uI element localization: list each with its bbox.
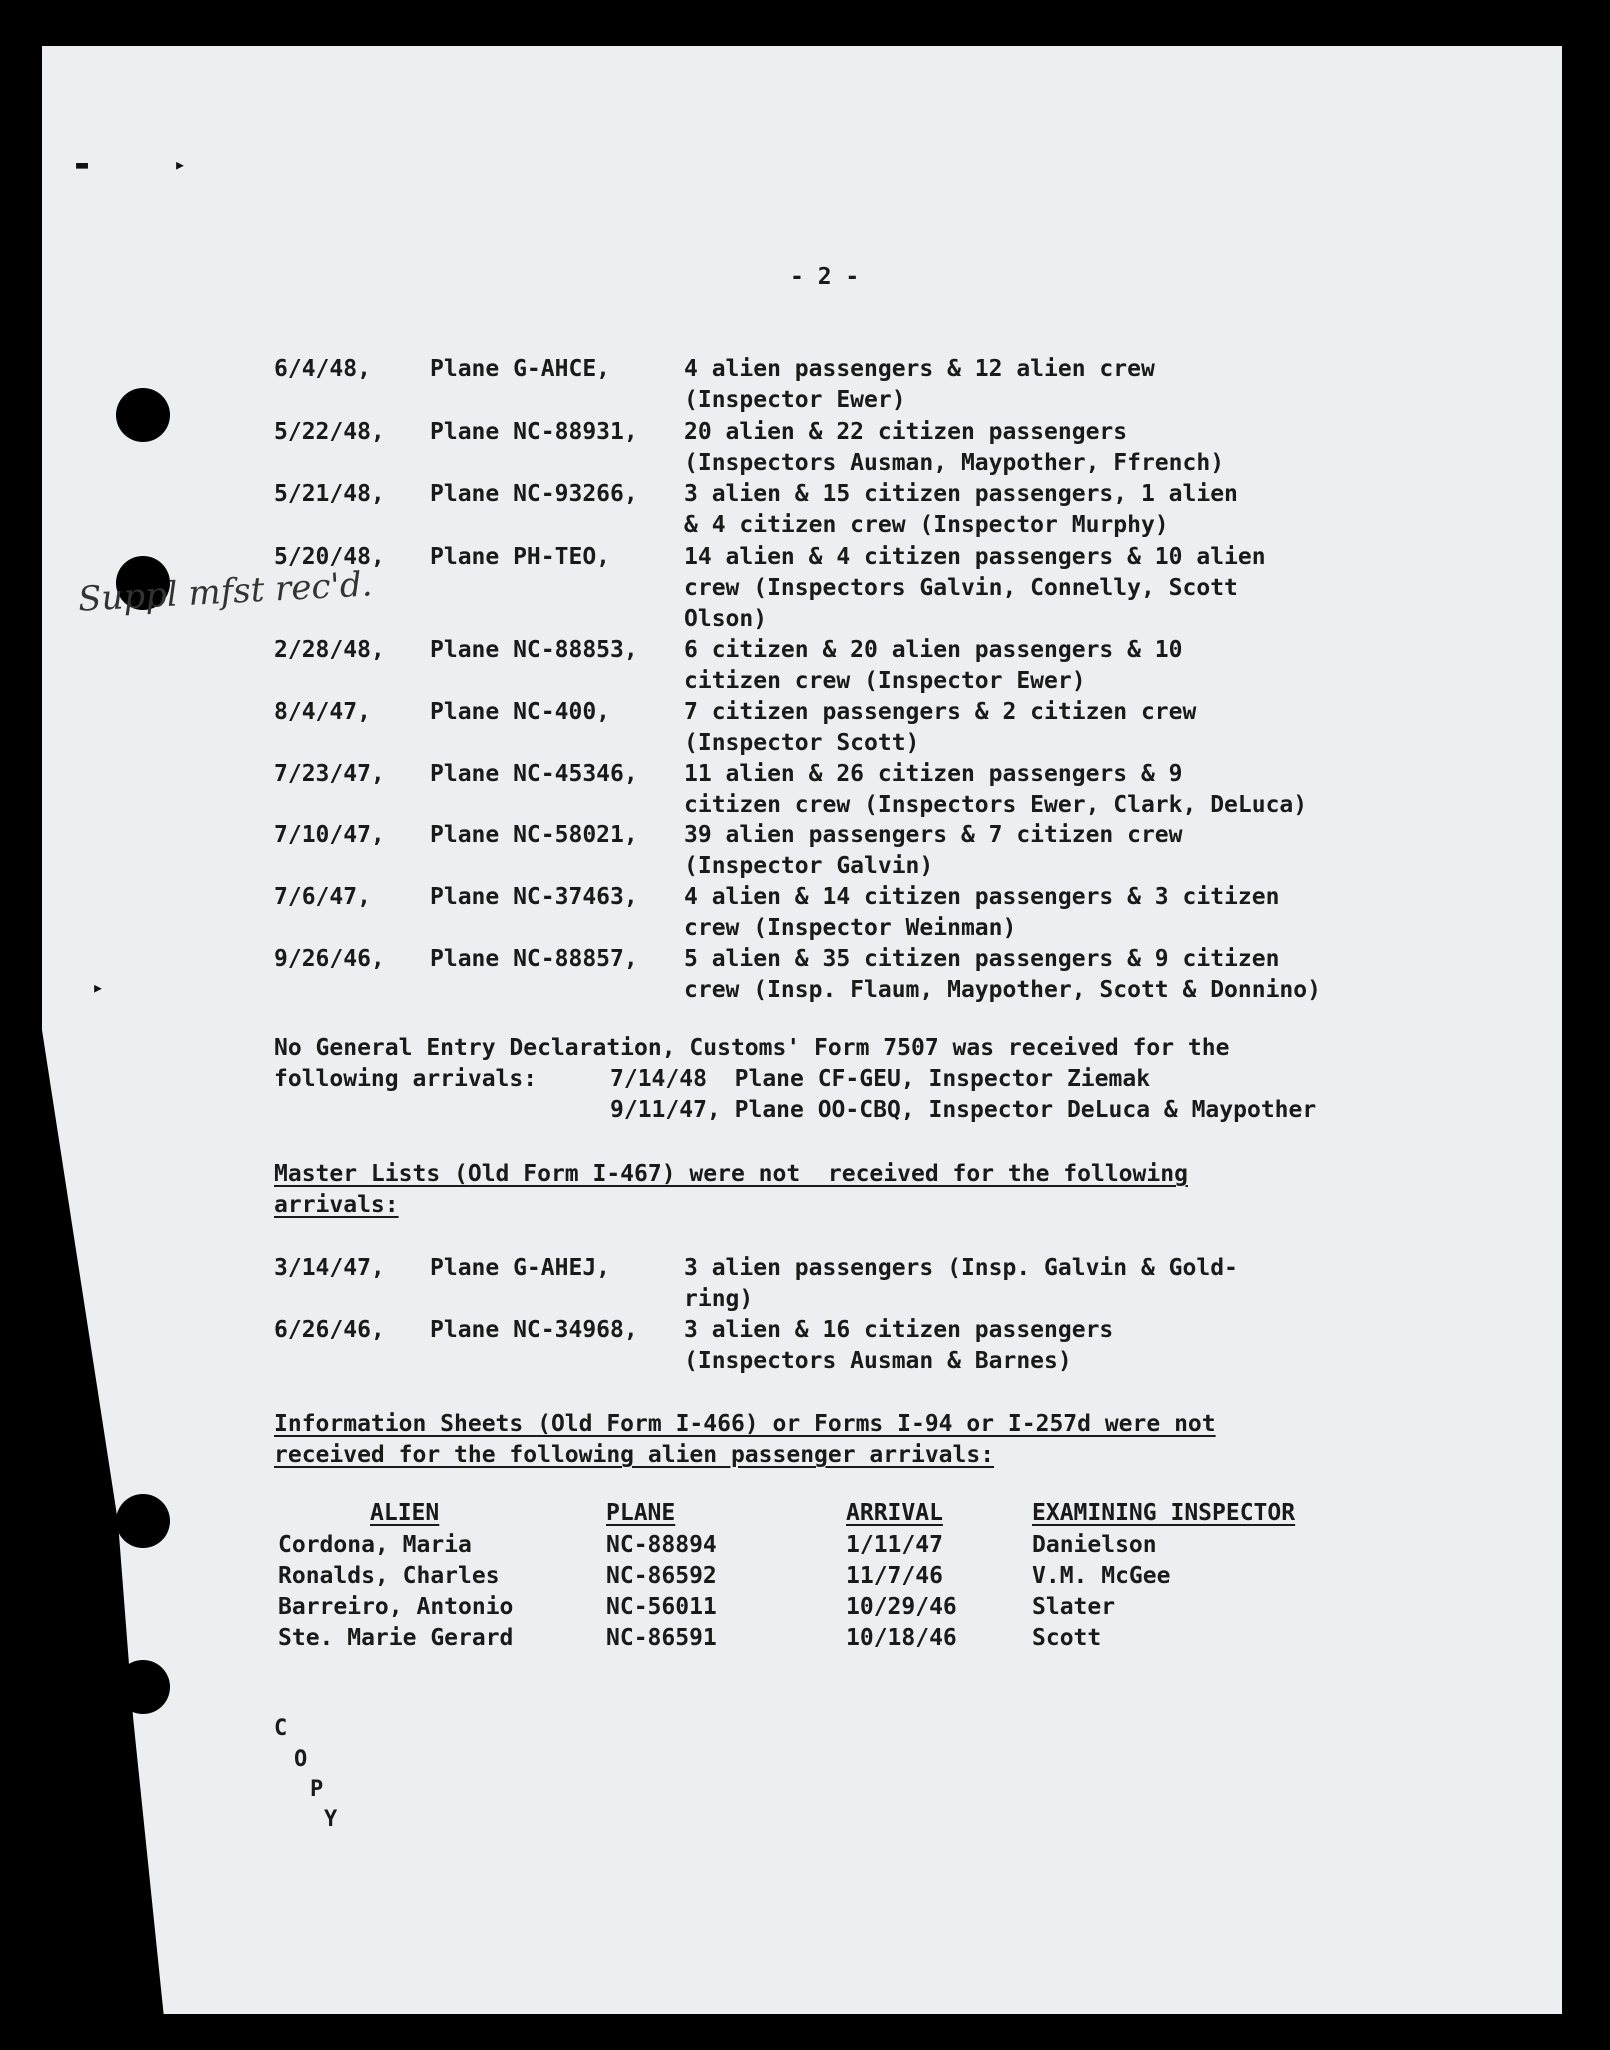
arrival-detail-line-2: crew (Inspectors Galvin, Connelly, Scott <box>684 575 1238 601</box>
table-cell: NC-56011 <box>606 1594 717 1620</box>
arrival-plane: Plane NC-45346, <box>430 761 638 787</box>
table-cell: Ronalds, Charles <box>278 1563 500 1589</box>
table-cell: 1/11/47 <box>846 1532 943 1558</box>
master-row-date: 3/14/47, <box>274 1255 385 1281</box>
table-cell: NC-86591 <box>606 1625 717 1651</box>
copy-letter-p: P <box>310 1777 324 1802</box>
arrival-plane: Plane NC-93266, <box>430 481 638 507</box>
arrival-plane: Plane NC-58021, <box>430 822 638 848</box>
table-cell: 11/7/46 <box>846 1563 943 1589</box>
table-header-3: EXAMINING INSPECTOR <box>1032 1500 1296 1526</box>
master-row-detail-2: ring) <box>684 1286 754 1312</box>
table-header-2: ARRIVAL <box>846 1500 943 1526</box>
punch-hole-4 <box>116 1660 170 1714</box>
arrival-plane: Plane PH-TEO, <box>430 544 611 570</box>
arrival-date: 7/23/47, <box>274 761 385 787</box>
arrival-date: 7/10/47, <box>274 822 385 848</box>
master-lists-heading-2: arrivals: <box>274 1192 399 1218</box>
info-sheets-heading-2: received for the following alien passenger arrivals: <box>274 1442 995 1468</box>
arrival-plane: Plane NC-88853, <box>430 637 638 663</box>
info-sheets-heading-1: Information Sheets (Old Form I-466) or Forms I-94 or I-257d were not <box>274 1411 1216 1437</box>
arrival-date: 6/4/48, <box>274 356 371 382</box>
arrival-detail-line-1: 11 alien & 26 citizen passengers & 9 <box>684 761 1183 787</box>
master-lists-heading-1: Master Lists (Old Form I-467) were not received for the following <box>274 1161 1188 1187</box>
arrival-date: 9/26/46, <box>274 946 385 972</box>
arrival-detail-line-2: & 4 citizen crew (Inspector Murphy) <box>684 512 1169 538</box>
table-cell: NC-86592 <box>606 1563 717 1589</box>
arrival-plane: Plane NC-88857, <box>430 946 638 972</box>
master-row-plane: Plane G-AHEJ, <box>430 1255 611 1281</box>
arrival-detail-line-2: crew (Inspector Weinman) <box>684 915 1017 941</box>
arrival-detail-line-1: 4 alien passengers & 12 alien crew <box>684 356 1155 382</box>
ink-mark-3: ▸ <box>92 975 105 999</box>
table-cell: V.M. McGee <box>1032 1563 1171 1589</box>
arrival-date: 8/4/47, <box>274 699 371 725</box>
ged-line-2-lead: following arrivals: <box>274 1066 538 1092</box>
ged-line-1: No General Entry Declaration, Customs' Form 7507 was received for the <box>274 1035 1230 1061</box>
copy-letter-c: C <box>274 1716 288 1741</box>
copy-letter-o: O <box>294 1747 308 1772</box>
punch-hole-1 <box>116 388 170 442</box>
ged-line-2-entry: 7/14/48 Plane CF-GEU, Inspector Ziemak <box>610 1066 1151 1092</box>
arrival-detail-line-2: citizen crew (Inspectors Ewer, Clark, DeLuca) <box>684 792 1308 818</box>
table-header-1: PLANE <box>606 1500 676 1526</box>
ink-mark-2: ▸ <box>174 152 187 176</box>
table-cell: 10/18/46 <box>846 1625 957 1651</box>
master-row-detail-2: (Inspectors Ausman & Barnes) <box>684 1348 1072 1374</box>
table-cell: Barreiro, Antonio <box>278 1594 514 1620</box>
arrival-detail-line-2: (Inspector Galvin) <box>684 853 934 879</box>
table-cell: Danielson <box>1032 1532 1157 1558</box>
table-cell: NC-88894 <box>606 1532 717 1558</box>
arrival-detail-line-2: (Inspector Scott) <box>684 730 920 756</box>
master-row-detail-1: 3 alien & 16 citizen passengers <box>684 1317 1114 1343</box>
arrival-detail-line-2: (Inspector Ewer) <box>684 387 906 413</box>
arrival-detail-line-1: 4 alien & 14 citizen passengers & 3 citizen <box>684 884 1280 910</box>
arrival-detail-line-2: citizen crew (Inspector Ewer) <box>684 668 1086 694</box>
arrival-detail-line-2: crew (Insp. Flaum, Maypother, Scott & Donnino) <box>684 977 1321 1003</box>
arrival-date: 5/22/48, <box>274 419 385 445</box>
table-header-0: ALIEN <box>370 1500 440 1526</box>
arrival-plane: Plane G-AHCE, <box>430 356 611 382</box>
arrival-detail-line-1: 7 citizen passengers & 2 citizen crew <box>684 699 1197 725</box>
arrival-detail-line-1: 20 alien & 22 citizen passengers <box>684 419 1128 445</box>
document-page <box>42 46 1562 2014</box>
arrival-detail-line-1: 6 citizen & 20 alien passengers & 10 <box>684 637 1183 663</box>
table-cell: Ste. Marie Gerard <box>278 1625 514 1651</box>
ged-line-3-entry: 9/11/47, Plane OO-CBQ, Inspector DeLuca & Maypother <box>610 1097 1317 1123</box>
arrival-plane: Plane NC-88931, <box>430 419 638 445</box>
handwritten-note: Suppl mfst rec'd. <box>77 564 374 620</box>
table-cell: 10/29/46 <box>846 1594 957 1620</box>
arrival-detail-line-1: 39 alien passengers & 7 citizen crew <box>684 822 1183 848</box>
arrival-detail-line-3: Olson) <box>684 606 768 632</box>
arrival-plane: Plane NC-400, <box>430 699 611 725</box>
arrival-detail-line-1: 3 alien & 15 citizen passengers, 1 alien <box>684 481 1238 507</box>
arrival-detail-line-1: 14 alien & 4 citizen passengers & 10 alien <box>684 544 1266 570</box>
master-row-date: 6/26/46, <box>274 1317 385 1343</box>
arrival-detail-line-2: (Inspectors Ausman, Maypother, Ffrench) <box>684 450 1225 476</box>
arrival-plane: Plane NC-37463, <box>430 884 638 910</box>
master-row-detail-1: 3 alien passengers (Insp. Galvin & Gold- <box>684 1255 1238 1281</box>
copy-letter-y: Y <box>324 1807 338 1832</box>
arrival-date: 5/20/48, <box>274 544 385 570</box>
arrival-detail-line-1: 5 alien & 35 citizen passengers & 9 citizen <box>684 946 1280 972</box>
table-cell: Slater <box>1032 1594 1116 1620</box>
table-cell: Scott <box>1032 1625 1102 1651</box>
table-cell: Cordona, Maria <box>278 1532 472 1558</box>
arrival-date: 2/28/48, <box>274 637 385 663</box>
arrival-date: 5/21/48, <box>274 481 385 507</box>
page-number: - 2 - <box>790 264 860 290</box>
punch-hole-3 <box>116 1494 170 1548</box>
master-row-plane: Plane NC-34968, <box>430 1317 638 1343</box>
ink-mark-1: ▬ <box>76 152 89 176</box>
arrival-date: 7/6/47, <box>274 884 371 910</box>
